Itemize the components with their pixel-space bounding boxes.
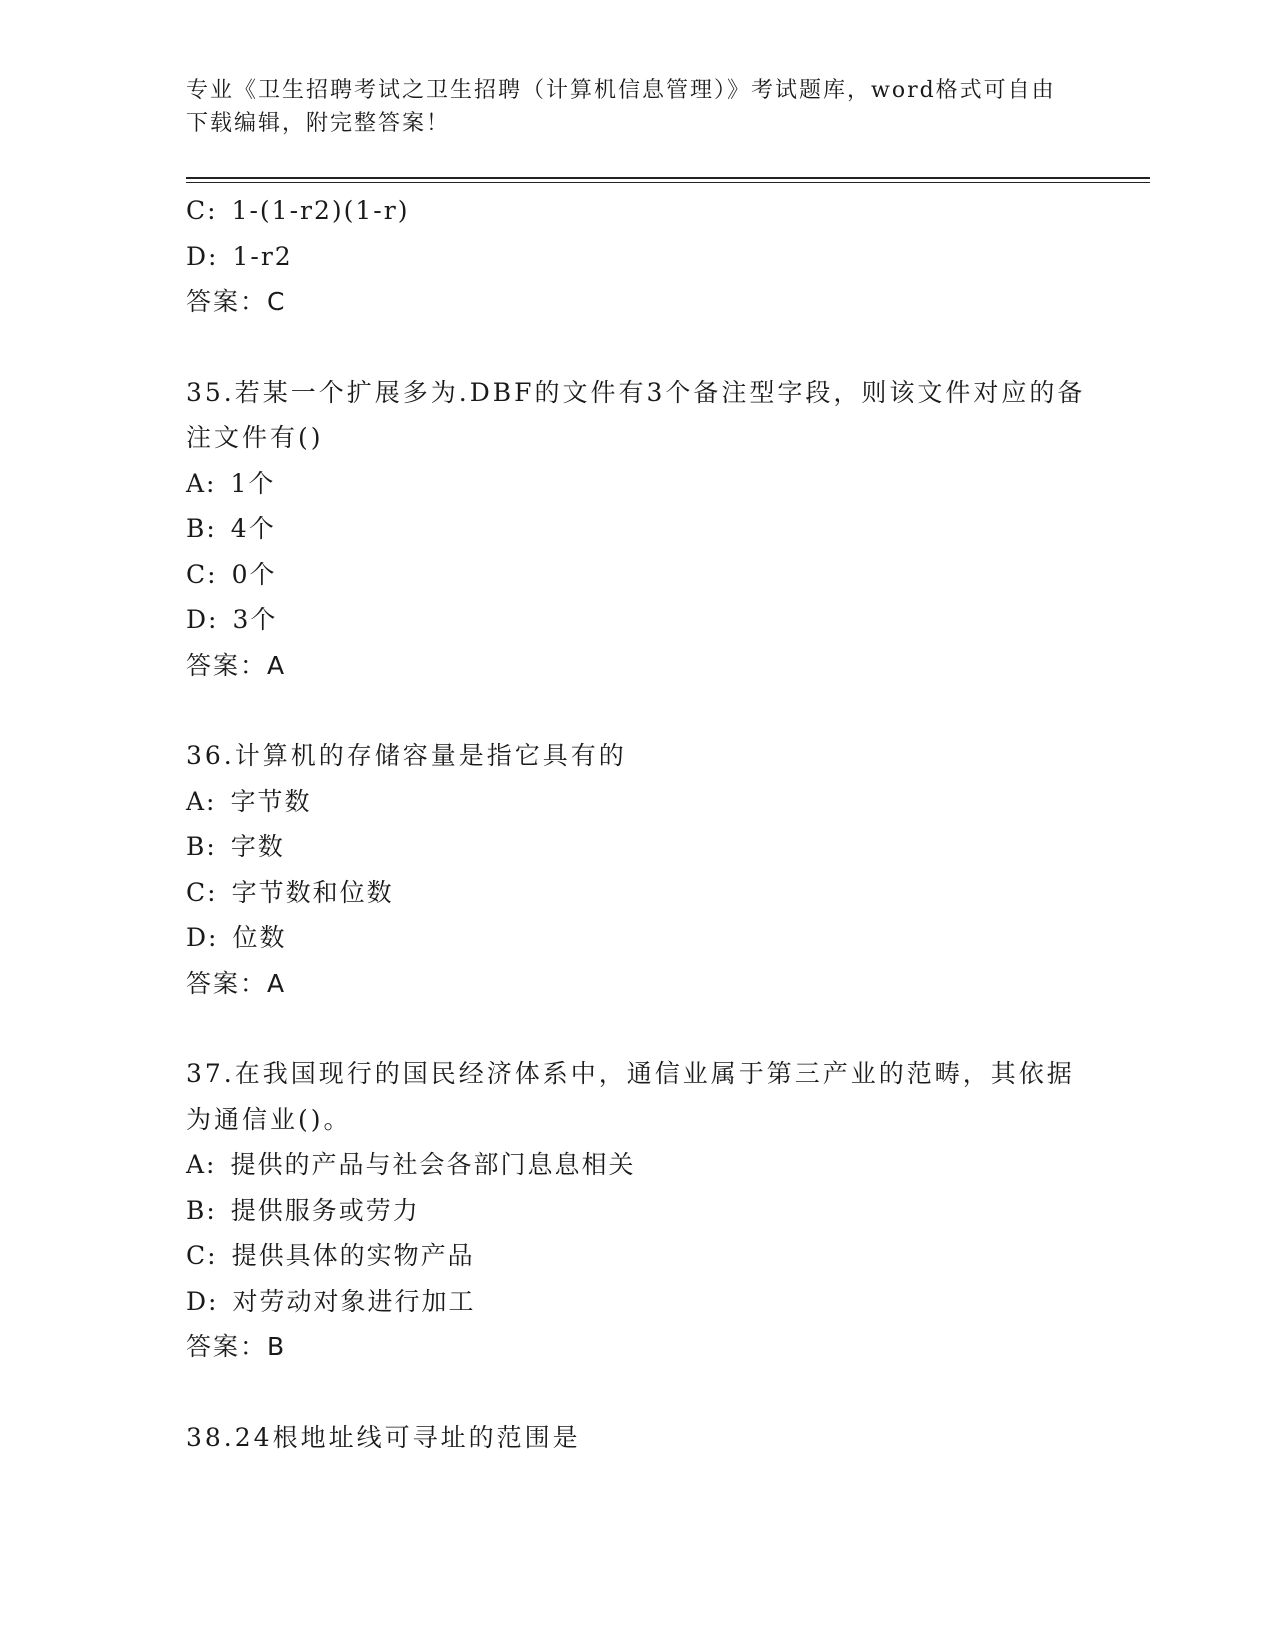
option-key: A: [186, 1150, 217, 1179]
answer: 答案：A [186, 650, 287, 680]
option-key: A: [186, 468, 217, 498]
question-38 [186, 1415, 1150, 1461]
option-d [186, 234, 1150, 280]
option-key: B: [186, 514, 217, 543]
option-b [186, 1188, 1150, 1234]
option-text: 对劳动对象进行加工 [232, 1286, 476, 1316]
answer: 答案：A [186, 968, 287, 998]
option-text: 提供的产品与社会各部门息息相关 [230, 1150, 636, 1179]
option-c [186, 188, 1150, 234]
answer: 答案：C [186, 287, 287, 316]
option-key: B: [186, 1195, 217, 1225]
option-key: C: [186, 1241, 218, 1270]
option-text: 位数 [232, 923, 287, 952]
option-text: 1-(1-r2)(1-r) [231, 196, 410, 225]
option-key: D: [186, 605, 219, 634]
header-rule-thin [186, 182, 1150, 183]
question-list [186, 188, 1150, 1460]
option-c [186, 552, 1150, 598]
option-a [186, 1142, 1150, 1188]
option-c [186, 870, 1150, 916]
question-35 [186, 370, 1150, 689]
option-d [186, 597, 1150, 643]
option-key: C: [186, 559, 218, 589]
question-text: 38.24根地址线可寻址的范围是 [186, 1422, 581, 1452]
option-text: 1-r2 [232, 241, 293, 271]
option-key: C: [186, 196, 218, 225]
option-text: 1个 [230, 468, 276, 498]
option-key: D: [186, 1286, 219, 1316]
option-a [186, 779, 1150, 825]
question-text: 36.计算机的存储容量是指它具有的 [186, 741, 627, 770]
option-b [186, 506, 1150, 552]
question-37 [186, 1051, 1150, 1370]
document-header: 专业《卫生招聘考试之卫生招聘（计算机信息管理）》考试题库，word格式可自由下载编辑，附完整答案！ [186, 78, 1056, 136]
question-text: 35.若某一个扩展多为.DBF的文件有3个备注型字段，则该文件对应的备注文件有() [186, 377, 1086, 452]
option-text: 字数 [230, 832, 285, 861]
option-a [186, 461, 1150, 507]
option-key: D: [186, 923, 219, 952]
option-d [186, 1279, 1150, 1325]
option-key: C: [186, 877, 218, 907]
question-36 [186, 733, 1150, 1006]
option-text: 提供具体的实物产品 [231, 1241, 475, 1270]
option-text: 3个 [232, 605, 278, 634]
question-text: 37.在我国现行的国民经济体系中，通信业属于第三产业的范畴，其依据为通信业()。 [186, 1059, 1075, 1134]
option-text: 4个 [230, 514, 276, 543]
header-rule-thick [186, 177, 1150, 179]
option-text: 字节数和位数 [231, 877, 394, 907]
option-c [186, 1233, 1150, 1279]
answer: 答案：B [186, 1332, 287, 1361]
option-b [186, 824, 1150, 870]
option-d [186, 915, 1150, 961]
option-text: 提供服务或劳力 [230, 1195, 420, 1225]
option-key: D: [186, 241, 219, 271]
option-key: B: [186, 832, 217, 861]
option-text: 字节数 [230, 786, 312, 816]
option-text: 0个 [231, 559, 277, 589]
option-key: A: [186, 786, 217, 816]
question-34-continued [186, 188, 1150, 325]
